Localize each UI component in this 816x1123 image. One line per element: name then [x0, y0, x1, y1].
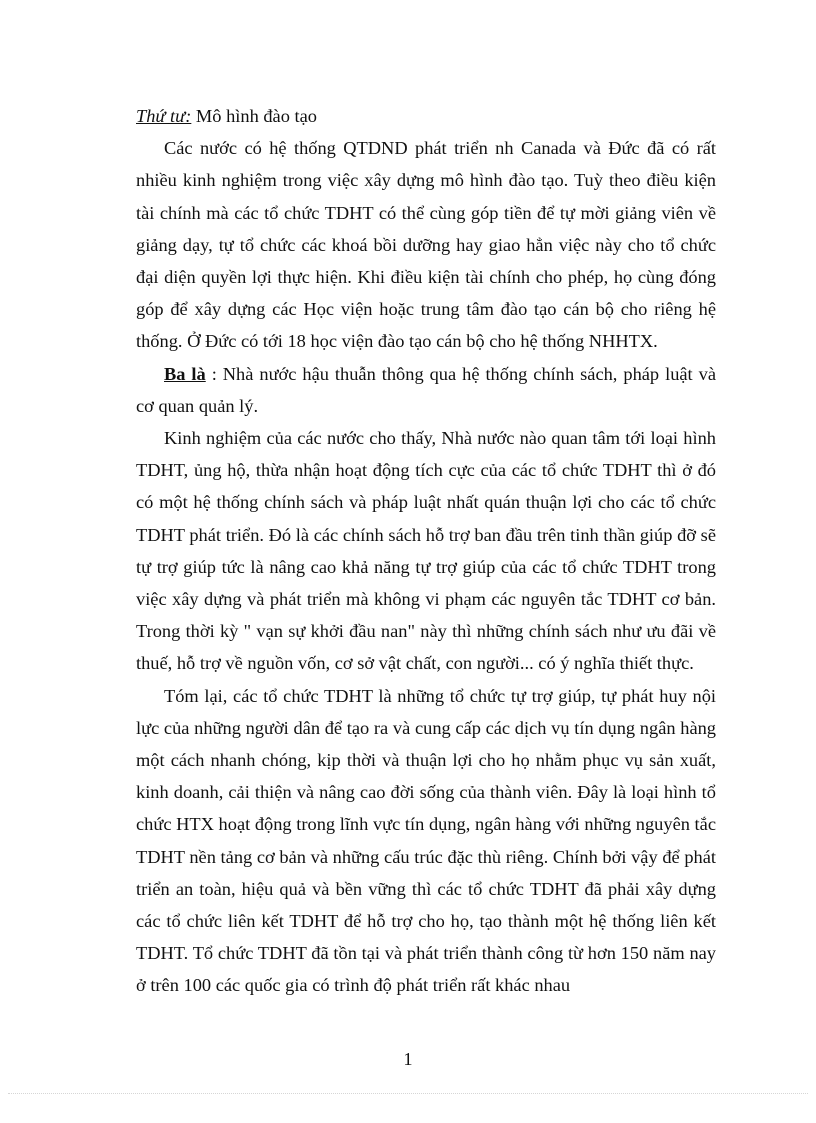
section-label-thu-tu: Thứ tư:	[136, 106, 192, 126]
paragraph-summary: Tóm lại, các tổ chức TDHT là những tổ chức tự trợ giúp, tự phát huy nội lực của những người dân để tạo ra và cung cấp các dịch vụ tín dụng ngân hàng một cách nhanh chóng, kịp thời và thuận lợi cho họ nhằm phục vụ sản xuất, kinh doanh, cải thiện và nâng cao đời sống của thành viên. Đây là loại hình tổ chức HTX hoạt động trong lĩnh vực tín dụng, ngân hàng với những nguyên tắc TDHT nền tảng cơ bản và những cấu trúc đặc thù riêng. Chính bởi vậy để phát triển an toàn, hiệu quả và bền vững thì các tổ chức TDHT đã phải xây dựng các tổ chức liên kết TDHT để hỗ trợ cho họ, tạo thành một hệ thống liên kết TDHT. Tổ chức TDHT đã tồn tại và phát triển thành công từ hơn 150 năm nay ở trên 100 các quốc gia có trình độ phát triển rất khác nhau	[136, 685, 716, 996]
document-body	[136, 100, 716, 1002]
section-heading	[136, 100, 716, 132]
paragraph-ba-la-text: : Nhà nước hậu thuẫn thông qua hệ thống chính sách, pháp luật và cơ quan quản lý.	[136, 363, 716, 416]
paragraph-training-model: Các nước có hệ thống QTDND phát triển nh Canada và Đức đã có rất nhiều kinh nghiệm trong việc xây dựng mô hình đào tạo. Tuỳ theo điều kiện tài chính mà các tổ chức TDHT có thể cùng góp tiền để tự mời giảng viên về giảng dạy, tự tổ chức các khoá bồi dưỡng hay giao hẳn việc này cho tổ chức đại diện quyền lợi thực hiện. Khi điều kiện tài chính cho phép, họ cùng đóng góp để xây dựng các Học viện hoặc trung tâm đào tạo cán bộ cho riêng hệ thống. Ở Đức có tới 18 học viện đào tạo cán bộ cho hệ thống NHHTX.	[136, 138, 716, 352]
paragraph-ba-la	[136, 358, 716, 422]
page-number: 1	[403, 1049, 413, 1069]
section-label-ba-la: Ba là	[164, 363, 206, 384]
paragraph-state-experience: Kinh nghiệm của các nước cho thấy, Nhà nước nào quan tâm tới loại hình TDHT, ủng hộ, thừa nhận hoạt động tích cực của các tổ chức TDHT thì ở đó có một hệ thống chính sách và pháp luật nhất quán thuận lợi cho các tổ chức TDHT phát triển. Đó là các chính sách hỗ trợ ban đầu trên tinh thần giúp đỡ sẽ tự trợ giúp tức là nâng cao khả năng tự trợ giúp của các tổ chức TDHT trong việc xây dựng và phát triển mà không vi phạm các nguyên tắc TDHT cơ bản. Trong thời kỳ " vạn sự khởi đầu nan" này thì những chính sách như ưu đãi về thuế, hỗ trợ về nguồn vốn, cơ sở vật chất, con người... có ý nghĩa thiết thực.	[136, 428, 716, 674]
page-bottom-divider	[8, 1093, 808, 1094]
section-heading-text: Mô hình đào tạo	[191, 106, 317, 126]
